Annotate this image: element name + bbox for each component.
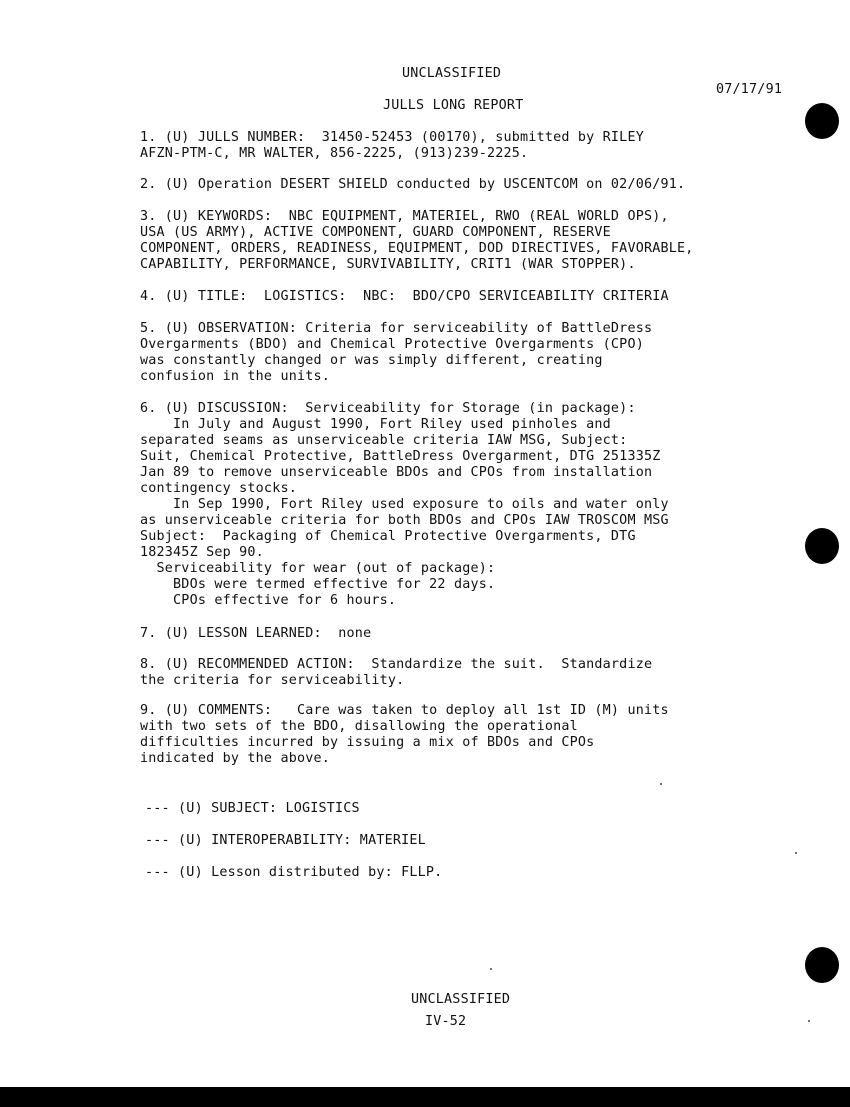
text-line: CPOs effective for 6 hours. (140, 593, 397, 608)
scan-edge-bar (0, 1087, 850, 1107)
text-line: contingency stocks. (140, 481, 297, 496)
text-line: BDOs were termed effective for 22 days. (140, 577, 496, 592)
text-line: 1. (U) JULLS NUMBER: 31450-52453 (00170), submitted by RILEY (140, 130, 644, 145)
subject-line: --- (U) SUBJECT: LOGISTICS (145, 801, 360, 816)
text-line: 7. (U) LESSON LEARNED: none (140, 626, 372, 641)
page-number: IV-52 (425, 1014, 467, 1029)
text-line: with two sets of the BDO, disallowing the operational (140, 719, 578, 734)
text-line: was constantly changed or was simply different, creating (140, 353, 603, 368)
text-line: In July and August 1990, Fort Riley used pinholes and (140, 417, 611, 432)
text-line: Overgarments (BDO) and Chemical Protective Overgarments (CPO) (140, 337, 644, 352)
text-line: 8. (U) RECOMMENDED ACTION: Standardize the suit. Standardize (140, 657, 653, 672)
text-line: 4. (U) TITLE: LOGISTICS: NBC: BDO/CPO SERVICEABILITY CRITERIA (140, 289, 669, 304)
interoperability-line: --- (U) INTEROPERABILITY: MATERIEL (145, 833, 426, 848)
binder-hole-top (805, 103, 839, 139)
text-line: 9. (U) COMMENTS: Care was taken to deploy all 1st ID (M) units (140, 703, 669, 718)
scan-speck (490, 968, 492, 970)
text-line: as unserviceable criteria for both BDOs and CPOs IAW TROSCOM MSG (140, 513, 669, 528)
text-line: CAPABILITY, PERFORMANCE, SURVIVABILITY, CRIT1 (WAR STOPPER). (140, 257, 636, 272)
text-line: indicated by the above. (140, 751, 331, 766)
binder-hole-bottom (805, 947, 839, 983)
distribution-line: --- (U) Lesson distributed by: FLLP. (145, 865, 443, 880)
classification-top: UNCLASSIFIED (402, 66, 502, 81)
text-line: confusion in the units. (140, 369, 331, 384)
scan-speck (660, 783, 662, 785)
text-line: 6. (U) DISCUSSION: Serviceability for Storage (in package): (140, 401, 636, 416)
text-line: USA (US ARMY), ACTIVE COMPONENT, GUARD COMPONENT, RESERVE (140, 225, 611, 240)
report-title: JULLS LONG REPORT (383, 98, 524, 113)
text-line: 3. (U) KEYWORDS: NBC EQUIPMENT, MATERIEL, RWO (REAL WORLD OPS), (140, 209, 669, 224)
report-date: 07/17/91 (716, 82, 783, 97)
text-line: 5. (U) OBSERVATION: Criteria for serviceability of BattleDress (140, 321, 653, 336)
text-line: 182345Z Sep 90. (140, 545, 264, 560)
text-line: Suit, Chemical Protective, BattleDress Overgarment, DTG 251335Z (140, 449, 661, 464)
text-line: Subject: Packaging of Chemical Protective Overgarments, DTG (140, 529, 636, 544)
text-line: In Sep 1990, Fort Riley used exposure to oils and water only (140, 497, 669, 512)
text-line: COMPONENT, ORDERS, READINESS, EQUIPMENT, DOD DIRECTIVES, FAVORABLE, (140, 241, 694, 256)
text-line: separated seams as unserviceable criteria IAW MSG, Subject: (140, 433, 628, 448)
text-line: difficulties incurred by issuing a mix of BDOs and CPOs (140, 735, 595, 750)
text-line: the criteria for serviceability. (140, 673, 405, 688)
scan-speck (808, 1020, 810, 1022)
scan-speck (795, 852, 797, 854)
text-line: Jan 89 to remove unserviceable BDOs and CPOs from installation (140, 465, 653, 480)
text-line: 2. (U) Operation DESERT SHIELD conducted by USCENTCOM on 02/06/91. (140, 177, 686, 192)
text-line: AFZN-PTM-C, MR WALTER, 856-2225, (913)239-2225. (140, 146, 529, 161)
text-line: Serviceability for wear (out of package): (140, 561, 496, 576)
binder-hole-middle (805, 528, 839, 564)
classification-bottom: UNCLASSIFIED (411, 992, 511, 1007)
